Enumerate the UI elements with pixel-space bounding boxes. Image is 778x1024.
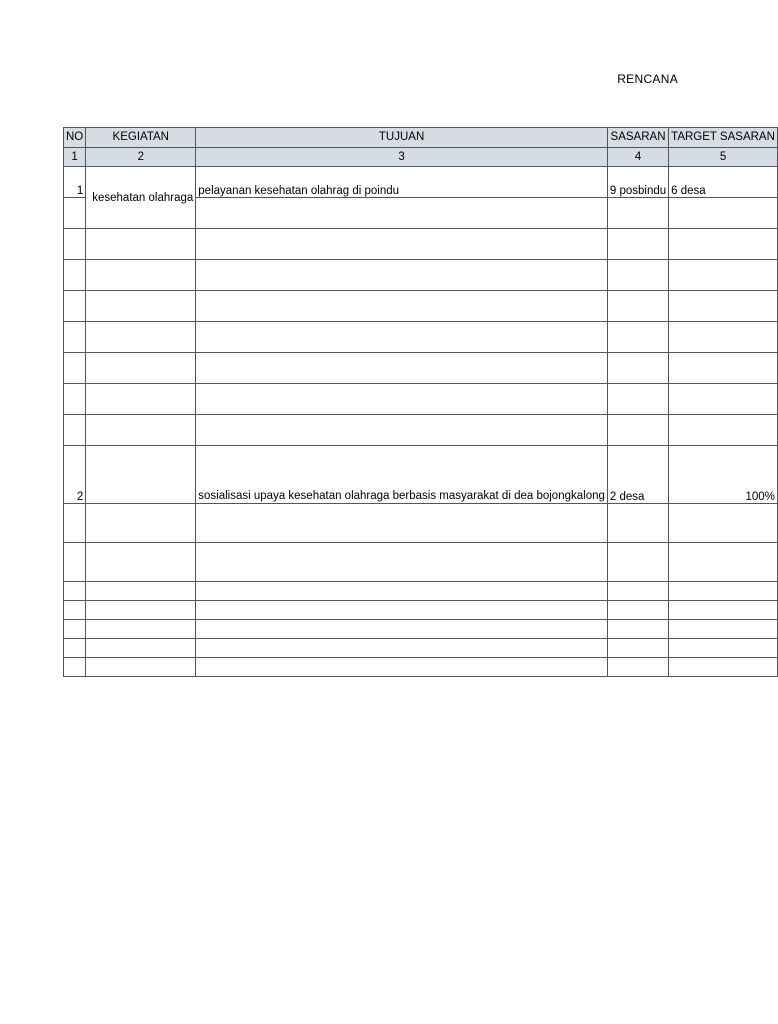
kegiatan-cell: [86, 446, 196, 504]
target-cell: 100%: [669, 446, 778, 504]
table-row: [64, 582, 778, 601]
kegiatan-cell: kesehatan olahraga: [86, 167, 196, 229]
row-number: 1: [64, 167, 86, 198]
header-kegiatan: KEGIATAN: [86, 128, 196, 148]
document-title: RENCANA: [617, 72, 678, 86]
table-row: [64, 291, 778, 322]
table-row: [64, 322, 778, 353]
table-row: [64, 415, 778, 446]
table-row: [64, 601, 778, 620]
column-number: 3: [196, 148, 608, 167]
table-row: [64, 639, 778, 658]
table-row: [64, 543, 778, 582]
sasaran-cell: 2 desa: [607, 446, 668, 504]
column-number: 1: [64, 148, 86, 167]
table-row: [64, 229, 778, 260]
header-target-sasaran: TARGET SASARAN: [669, 128, 778, 148]
sasaran-cell: 9 posbindu: [607, 167, 668, 198]
table-row: [64, 260, 778, 291]
column-number: 2: [86, 148, 196, 167]
row-number: 2: [64, 446, 86, 504]
tujuan-cell: sosialisasi upaya kesehatan olahraga berbasis masyarakat di dea bojongkalong: [196, 446, 608, 504]
table-row: [64, 353, 778, 384]
target-cell: 6 desa: [669, 167, 778, 198]
column-number: 4: [607, 148, 668, 167]
header-no: NO: [64, 128, 86, 148]
activity-plan-table: [63, 127, 778, 677]
table-row: [64, 446, 778, 504]
column-number: 5: [669, 148, 778, 167]
table-row: [64, 504, 778, 543]
column-number-row: [64, 148, 778, 167]
table-row: [64, 384, 778, 415]
header-sasaran: SASARAN: [607, 128, 668, 148]
header-tujuan: TUJUAN: [196, 128, 608, 148]
tujuan-cell: pelayanan kesehatan olahrag di poindu: [196, 167, 608, 198]
table-row: [64, 620, 778, 639]
table-row: [64, 658, 778, 677]
table-row: [64, 167, 778, 198]
header-row: [64, 128, 778, 148]
